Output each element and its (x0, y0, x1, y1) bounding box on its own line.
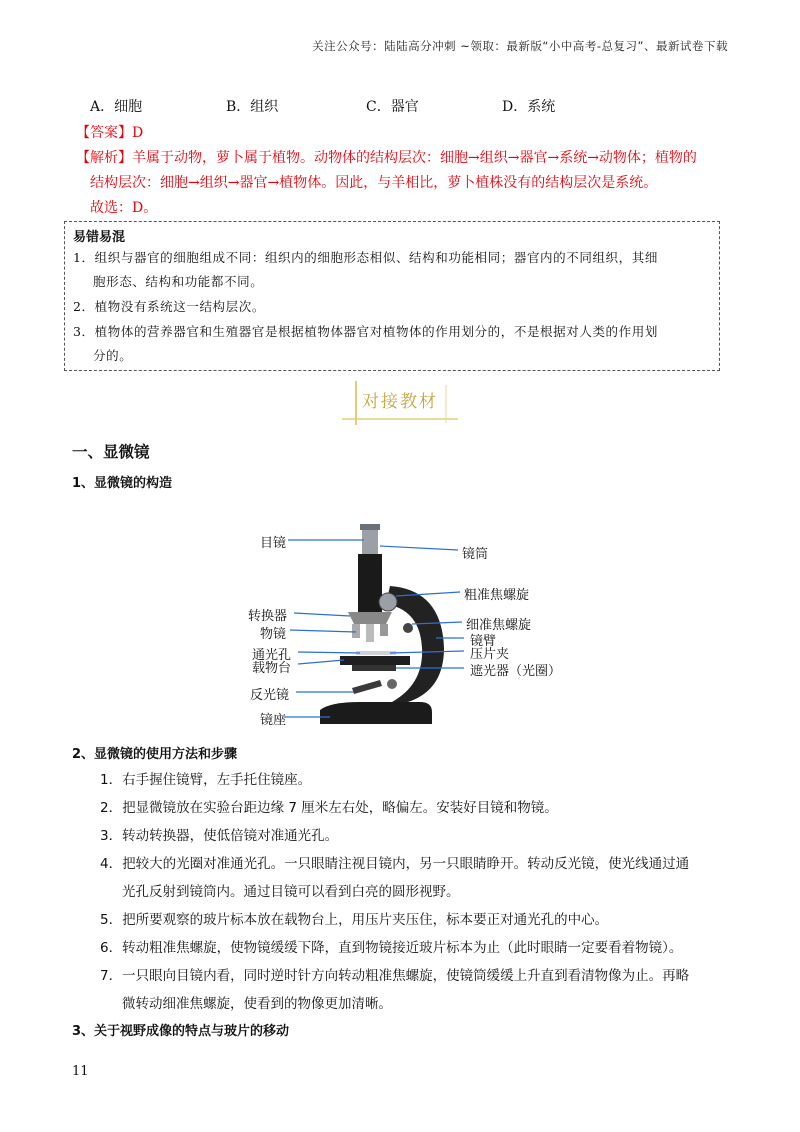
mistake-text-cont: 分的。 (93, 348, 133, 363)
label-stage-clip: 压片夹 (470, 647, 510, 662)
step-4 (100, 850, 740, 906)
step-num: 4． (100, 856, 123, 872)
diaphragm (352, 665, 396, 671)
analysis-line-1 (76, 147, 697, 167)
step-num: 1． (100, 772, 123, 788)
objective-3 (380, 624, 388, 636)
step-text: 一只眼向目镜内看，同时逆时针方向转动粗准焦螺旋，使镜筒缓缓上升直到看清物像为止。再略 (122, 968, 690, 984)
mistake-text: 植物体的营养器官和生殖器官是根据植物体器官对植物体的作用划分的，不是根据对人类的作用划 (94, 324, 658, 339)
step-text: 右手握住镜臂，左手托住镜座。 (122, 772, 312, 788)
heading-microscope: 一、显微镜 (72, 443, 150, 461)
nosepiece (348, 612, 392, 624)
step-text-cont: 光孔反射到镜筒内。通过目镜可以看到白亮的圆形视野。 (122, 884, 460, 900)
label-fine-knob: 细准焦螺旋 (466, 618, 532, 633)
objective-1 (352, 624, 360, 638)
subheading-structure: 1、显微镜的构造 (72, 476, 173, 491)
step-text: 转动转换器，使低倍镜对准通光孔。 (122, 828, 339, 844)
step-num: 3． (100, 828, 123, 844)
step-7 (100, 962, 740, 1018)
mistake-num: 2． (73, 299, 95, 314)
subheading-usage: 2、显微镜的使用方法和步骤 (72, 747, 238, 762)
option-b: B．组织 (226, 99, 279, 115)
body-tube (358, 554, 382, 612)
label-aperture: 通光孔 (252, 648, 292, 663)
label-base: 镜座 (260, 713, 287, 728)
step-text: 转动粗准焦螺旋，使物镜缓缓下降，直到物镜接近玻片标本为止（此时眼睛一定要看着物镜）。 (122, 940, 683, 956)
mistakes-title: 易错易混 (73, 230, 126, 245)
label-body-tube: 镜筒 (462, 547, 489, 562)
step-text: 把较大的光圈对准通光孔。一只眼睛注视目镜内，另一只眼睛睁开。转动反光镜，使光线通过通 (122, 856, 690, 872)
section-banner (342, 381, 458, 425)
step-num: 2． (100, 800, 123, 816)
label-stage: 载物台 (252, 661, 292, 676)
page-header: 关注公众号：陆陆高分冲刺 ~领取：最新版“小中高考-总复习”、最新试卷下载 (312, 39, 728, 53)
answer-line (76, 122, 143, 142)
label-diaphragm: 遮光器（光圈） (470, 664, 562, 679)
mistake-item-3 (73, 320, 713, 368)
mistake-num: 3． (73, 324, 95, 339)
analysis-tag: 【解析】 (76, 150, 132, 166)
mistakes-box (64, 221, 720, 371)
answer-value: D (132, 125, 144, 141)
step-text-cont: 微转动细准焦螺旋，使看到的物像更加清晰。 (122, 996, 392, 1012)
option-d: D．系统 (502, 99, 556, 115)
mirror-pivot (387, 679, 397, 689)
mistake-num: 1． (73, 250, 95, 265)
mistake-text: 植物没有系统这一结构层次。 (94, 299, 265, 314)
label-arm: 镜臂 (470, 634, 497, 649)
microscope-base (320, 702, 432, 724)
mistake-text: 组织与器官的细胞组成不同：组织内的细胞形态相似、结构和功能相同；器官内的不同组织，其细 (94, 250, 658, 265)
label-objective: 物镜 (260, 627, 287, 642)
answer-tag: 【答案】 (76, 125, 132, 141)
mistake-text-cont: 胞形态、结构和功能都不同。 (93, 274, 264, 289)
mistake-item-1 (73, 246, 713, 294)
option-a: A．细胞 (90, 99, 143, 115)
eyepiece-cap (360, 524, 380, 530)
analysis-line-3: 故选：D。 (90, 200, 158, 216)
subheading-field-of-view: 3、关于视野成像的特点与玻片的移动 (72, 1024, 290, 1039)
label-nosepiece: 转换器 (248, 609, 288, 624)
analysis-text-1: 羊属于动物，萝卜属于植物。动物体的结构层次：细胞→组织→器官→系统→动物体；植物的 (132, 150, 697, 166)
step-num: 5． (100, 912, 123, 928)
step-text: 把所要观察的玻片标本放在载物台上，用压片夹压住，标本要正对通光孔的中心。 (122, 912, 609, 928)
objective-2 (366, 624, 374, 642)
stage (340, 656, 410, 665)
step-3 (100, 822, 740, 850)
step-5 (100, 906, 740, 934)
analysis-line-2: 结构层次：细胞→组织→器官→植物体。因此，与羊相比，萝卜植株没有的结构层次是系统。 (90, 175, 658, 191)
section-title: 对接教材 (362, 392, 438, 412)
step-1 (100, 766, 740, 794)
step-6 (100, 934, 740, 962)
label-eyepiece: 目镜 (260, 536, 287, 551)
step-2 (100, 794, 740, 822)
label-coarse-knob: 粗准焦螺旋 (464, 588, 530, 603)
coarse-knob (379, 593, 397, 611)
mistake-item-2 (73, 295, 713, 319)
label-mirror: 反光镜 (250, 688, 290, 703)
option-c: C．器官 (366, 99, 419, 115)
step-num: 7． (100, 968, 123, 984)
step-text: 把显微镜放在实验台距边缘 7 厘米左右处，略偏左。安装好目镜和物镜。 (122, 800, 558, 816)
mirror (352, 680, 382, 694)
page-number: 11 (72, 1064, 89, 1079)
fine-knob (403, 623, 413, 633)
eyepiece (362, 528, 378, 554)
step-num: 6． (100, 940, 123, 956)
